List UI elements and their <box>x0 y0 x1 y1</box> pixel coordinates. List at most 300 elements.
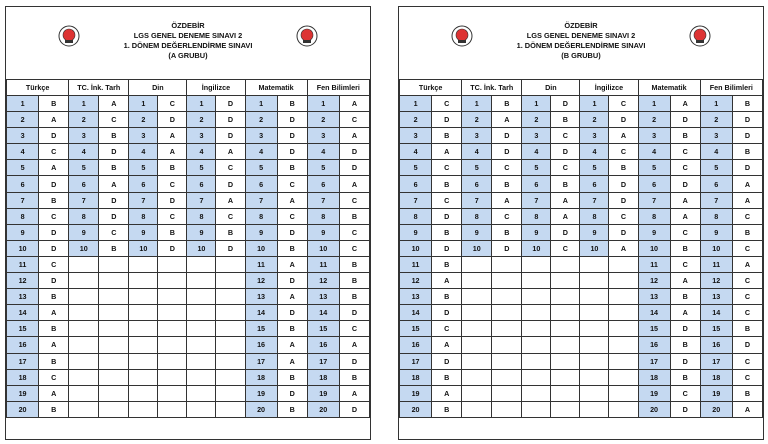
question-number: 8 <box>187 208 216 224</box>
answer-cell: A <box>732 192 762 208</box>
question-number: 7 <box>400 192 432 208</box>
question-number: 10 <box>307 240 339 256</box>
question-number: 2 <box>462 112 492 128</box>
table-row <box>400 401 763 417</box>
answer-cell: D <box>339 353 369 369</box>
subject-inkilap-header: TC. İnk. Tarh <box>69 80 129 96</box>
answer-cell: A <box>277 289 307 305</box>
question-number <box>462 256 492 272</box>
answer-cell: C <box>339 321 369 337</box>
question-number <box>69 401 99 417</box>
question-number: 17 <box>245 353 277 369</box>
answer-cell: D <box>39 224 69 240</box>
question-number: 5 <box>700 160 732 176</box>
answer-cell: B <box>732 144 762 160</box>
question-number: 3 <box>245 128 277 144</box>
answer-cell: C <box>432 321 462 337</box>
answer-cell: A <box>339 337 369 353</box>
question-number <box>522 289 551 305</box>
answer-cell: D <box>277 385 307 401</box>
answer-cell <box>99 337 129 353</box>
answer-cell <box>492 273 522 289</box>
answer-cell: C <box>99 224 129 240</box>
table-row <box>400 240 763 256</box>
question-number <box>69 305 99 321</box>
answer-cell: A <box>609 240 638 256</box>
question-number: 15 <box>245 321 277 337</box>
question-number <box>580 337 609 353</box>
question-number <box>580 401 609 417</box>
answer-cell: C <box>277 176 307 192</box>
question-number <box>129 321 158 337</box>
question-number: 5 <box>522 160 551 176</box>
question-number: 12 <box>245 273 277 289</box>
table-row <box>7 369 370 385</box>
sheet-header <box>6 7 370 80</box>
answer-cell: D <box>492 240 522 256</box>
answer-cell <box>609 305 638 321</box>
answer-cell: D <box>339 305 369 321</box>
question-number: 6 <box>129 176 158 192</box>
question-number: 3 <box>638 128 670 144</box>
answer-cell <box>216 289 245 305</box>
question-number: 7 <box>187 192 216 208</box>
answer-cell: A <box>551 192 580 208</box>
question-number: 14 <box>400 305 432 321</box>
answer-cell <box>492 369 522 385</box>
answer-cell <box>216 305 245 321</box>
answer-cell: B <box>432 128 462 144</box>
answer-cell: D <box>551 96 580 112</box>
question-number: 1 <box>462 96 492 112</box>
question-number: 2 <box>700 112 732 128</box>
question-number: 15 <box>307 321 339 337</box>
answer-cell: D <box>609 192 638 208</box>
answer-cell: B <box>39 289 69 305</box>
answer-cell <box>216 273 245 289</box>
question-number: 18 <box>638 369 670 385</box>
question-number: 6 <box>400 176 432 192</box>
table-row <box>7 289 370 305</box>
question-number <box>522 273 551 289</box>
question-number: 5 <box>7 160 39 176</box>
question-number: 19 <box>7 385 39 401</box>
table-row <box>400 305 763 321</box>
answer-cell <box>158 273 187 289</box>
answer-cell: C <box>732 208 762 224</box>
question-number: 8 <box>129 208 158 224</box>
answer-cell: B <box>609 160 638 176</box>
question-number: 5 <box>129 160 158 176</box>
question-number: 18 <box>245 369 277 385</box>
answer-cell <box>216 401 245 417</box>
answer-grid <box>399 79 763 418</box>
answer-cell: B <box>277 240 307 256</box>
question-number <box>580 289 609 305</box>
answer-cell: B <box>39 353 69 369</box>
answer-cell: C <box>216 208 245 224</box>
question-number: 1 <box>69 96 99 112</box>
answer-cell: A <box>339 176 369 192</box>
question-number: 4 <box>7 144 39 160</box>
answer-cell: A <box>39 305 69 321</box>
question-number: 1 <box>7 96 39 112</box>
answer-cell: A <box>39 337 69 353</box>
table-row <box>7 273 370 289</box>
subject-matematik-header: Matematik <box>638 80 700 96</box>
question-number <box>580 256 609 272</box>
answer-cell: B <box>492 176 522 192</box>
question-number <box>462 337 492 353</box>
answer-cell <box>158 321 187 337</box>
question-number: 6 <box>245 176 277 192</box>
answer-cell: B <box>732 224 762 240</box>
answer-cell: B <box>732 321 762 337</box>
question-number: 7 <box>129 192 158 208</box>
question-number <box>462 385 492 401</box>
answer-cell: D <box>277 112 307 128</box>
answer-cell: A <box>277 353 307 369</box>
question-number: 3 <box>400 128 432 144</box>
table-row <box>7 385 370 401</box>
question-number: 4 <box>700 144 732 160</box>
answer-cell: B <box>432 224 462 240</box>
table-row <box>7 337 370 353</box>
question-number <box>580 305 609 321</box>
answer-cell: B <box>551 112 580 128</box>
table-row <box>400 321 763 337</box>
question-number <box>580 321 609 337</box>
table-row <box>400 385 763 401</box>
answer-cell <box>492 321 522 337</box>
question-number: 7 <box>522 192 551 208</box>
answer-cell: A <box>158 128 187 144</box>
answer-cell: D <box>670 353 700 369</box>
answer-cell <box>158 289 187 305</box>
question-number <box>129 289 158 305</box>
question-number: 9 <box>69 224 99 240</box>
answer-cell: B <box>670 289 700 305</box>
answer-cell: C <box>339 224 369 240</box>
question-number <box>69 385 99 401</box>
answer-cell: C <box>609 144 638 160</box>
answer-cell <box>158 337 187 353</box>
answer-cell <box>99 385 129 401</box>
answer-cell: B <box>432 401 462 417</box>
question-number <box>522 256 551 272</box>
question-number: 14 <box>7 305 39 321</box>
question-number: 1 <box>400 96 432 112</box>
answer-cell: B <box>39 192 69 208</box>
answer-cell <box>492 353 522 369</box>
question-number: 9 <box>700 224 732 240</box>
answer-cell: D <box>39 273 69 289</box>
question-number: 8 <box>638 208 670 224</box>
answer-cell: D <box>732 128 762 144</box>
answer-cell: D <box>432 112 462 128</box>
subject-ingilizce-header: İngilizce <box>580 80 638 96</box>
answer-cell: B <box>99 128 129 144</box>
question-number: 1 <box>129 96 158 112</box>
question-number: 8 <box>522 208 551 224</box>
answer-cell <box>492 385 522 401</box>
question-number: 7 <box>580 192 609 208</box>
question-number: 13 <box>245 289 277 305</box>
question-number: 5 <box>245 160 277 176</box>
question-number <box>187 321 216 337</box>
answer-cell: A <box>670 192 700 208</box>
answer-cell: B <box>670 240 700 256</box>
answer-cell: D <box>492 144 522 160</box>
question-number: 9 <box>187 224 216 240</box>
exam-title: LGS GENEL DENEME SINAVI 2 <box>526 31 636 40</box>
answer-cell: C <box>551 128 580 144</box>
answer-cell <box>158 305 187 321</box>
answer-cell: B <box>39 96 69 112</box>
question-number: 4 <box>69 144 99 160</box>
question-number <box>69 273 99 289</box>
org-name: ÖZDEBİR <box>564 21 598 30</box>
answer-cell: A <box>432 337 462 353</box>
answer-cell: B <box>277 401 307 417</box>
question-number: 11 <box>245 256 277 272</box>
group-label: (A GRUBU) <box>168 51 208 60</box>
table-row <box>7 192 370 208</box>
answer-cell: C <box>551 160 580 176</box>
question-number: 4 <box>400 144 432 160</box>
question-number: 6 <box>7 176 39 192</box>
question-number: 1 <box>245 96 277 112</box>
table-row <box>400 128 763 144</box>
answer-grid <box>6 79 370 418</box>
answer-cell: A <box>99 96 129 112</box>
question-number: 8 <box>700 208 732 224</box>
answer-cell: D <box>670 321 700 337</box>
question-number: 19 <box>400 385 432 401</box>
answer-cell: C <box>99 112 129 128</box>
answer-cell <box>492 289 522 305</box>
answer-cell: A <box>670 305 700 321</box>
subject-fen-header: Fen Bilimleri <box>307 80 369 96</box>
answer-cell <box>609 369 638 385</box>
table-row <box>7 112 370 128</box>
question-number: 7 <box>462 192 492 208</box>
question-number: 13 <box>638 289 670 305</box>
answer-cell: C <box>432 192 462 208</box>
question-number: 4 <box>245 144 277 160</box>
table-row <box>400 144 763 160</box>
answer-cell: B <box>158 160 187 176</box>
question-number: 8 <box>307 208 339 224</box>
question-number: 14 <box>307 305 339 321</box>
answer-cell: C <box>39 256 69 272</box>
question-number: 12 <box>700 273 732 289</box>
question-number: 18 <box>700 369 732 385</box>
answer-cell: A <box>670 208 700 224</box>
answer-cell: D <box>277 305 307 321</box>
answer-cell: D <box>277 224 307 240</box>
table-row <box>400 96 763 112</box>
question-number: 13 <box>307 289 339 305</box>
question-number: 10 <box>400 240 432 256</box>
answer-cell <box>216 321 245 337</box>
question-number: 13 <box>700 289 732 305</box>
question-number: 10 <box>522 240 551 256</box>
question-number: 15 <box>700 321 732 337</box>
question-number: 10 <box>638 240 670 256</box>
answer-cell: B <box>277 160 307 176</box>
answer-cell: A <box>732 401 762 417</box>
question-number <box>522 369 551 385</box>
question-number: 10 <box>580 240 609 256</box>
answer-cell: C <box>609 208 638 224</box>
answer-cell: D <box>609 224 638 240</box>
subject-din-header: Din <box>129 80 187 96</box>
answer-cell: D <box>158 240 187 256</box>
answer-cell <box>216 369 245 385</box>
school-logo-icon <box>296 25 318 47</box>
answer-cell <box>158 385 187 401</box>
answer-cell <box>492 305 522 321</box>
question-number <box>69 337 99 353</box>
answer-cell: D <box>670 112 700 128</box>
question-number <box>462 289 492 305</box>
question-number: 15 <box>638 321 670 337</box>
question-number: 5 <box>187 160 216 176</box>
answer-cell <box>99 321 129 337</box>
table-row <box>400 176 763 192</box>
sheet-header <box>399 7 763 80</box>
answer-cell: C <box>158 176 187 192</box>
question-number: 8 <box>400 208 432 224</box>
answer-cell: A <box>492 112 522 128</box>
answer-cell <box>551 385 580 401</box>
question-number: 20 <box>7 401 39 417</box>
question-number: 1 <box>638 96 670 112</box>
answer-cell: A <box>39 385 69 401</box>
question-number: 20 <box>400 401 432 417</box>
question-number: 2 <box>638 112 670 128</box>
answer-cell: A <box>432 273 462 289</box>
question-number: 8 <box>580 208 609 224</box>
question-number: 8 <box>462 208 492 224</box>
answer-cell: D <box>39 176 69 192</box>
question-number: 13 <box>7 289 39 305</box>
question-number <box>69 256 99 272</box>
question-number: 9 <box>307 224 339 240</box>
answer-cell: B <box>39 401 69 417</box>
subject-inkilap-header: TC. İnk. Tarh <box>462 80 522 96</box>
question-number: 1 <box>522 96 551 112</box>
subject-din-header: Din <box>522 80 580 96</box>
answer-cell: D <box>99 192 129 208</box>
question-number: 5 <box>69 160 99 176</box>
answer-cell: B <box>432 369 462 385</box>
table-row <box>7 144 370 160</box>
answer-cell: B <box>339 208 369 224</box>
question-number: 2 <box>129 112 158 128</box>
question-number: 12 <box>400 273 432 289</box>
question-number: 20 <box>245 401 277 417</box>
answer-cell <box>551 321 580 337</box>
question-number: 16 <box>700 337 732 353</box>
question-number: 12 <box>7 273 39 289</box>
question-number: 1 <box>700 96 732 112</box>
question-number: 4 <box>462 144 492 160</box>
question-number: 2 <box>245 112 277 128</box>
answer-cell: D <box>492 128 522 144</box>
question-number: 17 <box>400 353 432 369</box>
question-number <box>187 401 216 417</box>
table-row <box>400 208 763 224</box>
answer-cell: C <box>339 192 369 208</box>
answer-cell: A <box>432 385 462 401</box>
question-number: 11 <box>638 256 670 272</box>
table-row <box>400 337 763 353</box>
question-number: 14 <box>700 305 732 321</box>
answer-cell: D <box>216 128 245 144</box>
table-row <box>7 401 370 417</box>
answer-cell: D <box>432 240 462 256</box>
answer-cell: A <box>432 144 462 160</box>
answer-cell <box>216 385 245 401</box>
answer-cell: C <box>39 369 69 385</box>
question-number: 20 <box>700 401 732 417</box>
answer-cell <box>609 337 638 353</box>
question-number: 20 <box>307 401 339 417</box>
subject-ingilizce-header: İngilizce <box>187 80 245 96</box>
question-number: 8 <box>69 208 99 224</box>
answer-cell: D <box>339 401 369 417</box>
answer-cell: C <box>492 160 522 176</box>
question-number: 3 <box>187 128 216 144</box>
table-row <box>400 160 763 176</box>
question-number: 2 <box>522 112 551 128</box>
question-number: 10 <box>129 240 158 256</box>
answer-cell: A <box>39 112 69 128</box>
question-number: 4 <box>307 144 339 160</box>
answer-cell: A <box>339 128 369 144</box>
question-number <box>69 321 99 337</box>
answer-cell: D <box>432 208 462 224</box>
question-number: 2 <box>187 112 216 128</box>
answer-sheet-a <box>5 6 371 440</box>
question-number: 19 <box>700 385 732 401</box>
answer-cell: D <box>277 273 307 289</box>
question-number <box>129 305 158 321</box>
answer-cell: A <box>158 144 187 160</box>
table-row <box>400 112 763 128</box>
answer-cell: D <box>216 176 245 192</box>
question-number: 13 <box>400 289 432 305</box>
question-number: 4 <box>187 144 216 160</box>
answer-cell: D <box>216 96 245 112</box>
answer-cell: D <box>99 144 129 160</box>
answer-cell: C <box>339 240 369 256</box>
answer-cell: D <box>99 208 129 224</box>
answer-cell: A <box>551 208 580 224</box>
answer-cell: B <box>670 369 700 385</box>
subject-fen-header: Fen Bilimleri <box>700 80 762 96</box>
group-label: (B GRUBU) <box>561 51 601 60</box>
answer-cell <box>551 273 580 289</box>
answer-cell: D <box>551 144 580 160</box>
answer-cell: D <box>339 160 369 176</box>
question-number: 17 <box>700 353 732 369</box>
answer-cell: B <box>432 256 462 272</box>
question-number: 16 <box>245 337 277 353</box>
question-number <box>522 321 551 337</box>
